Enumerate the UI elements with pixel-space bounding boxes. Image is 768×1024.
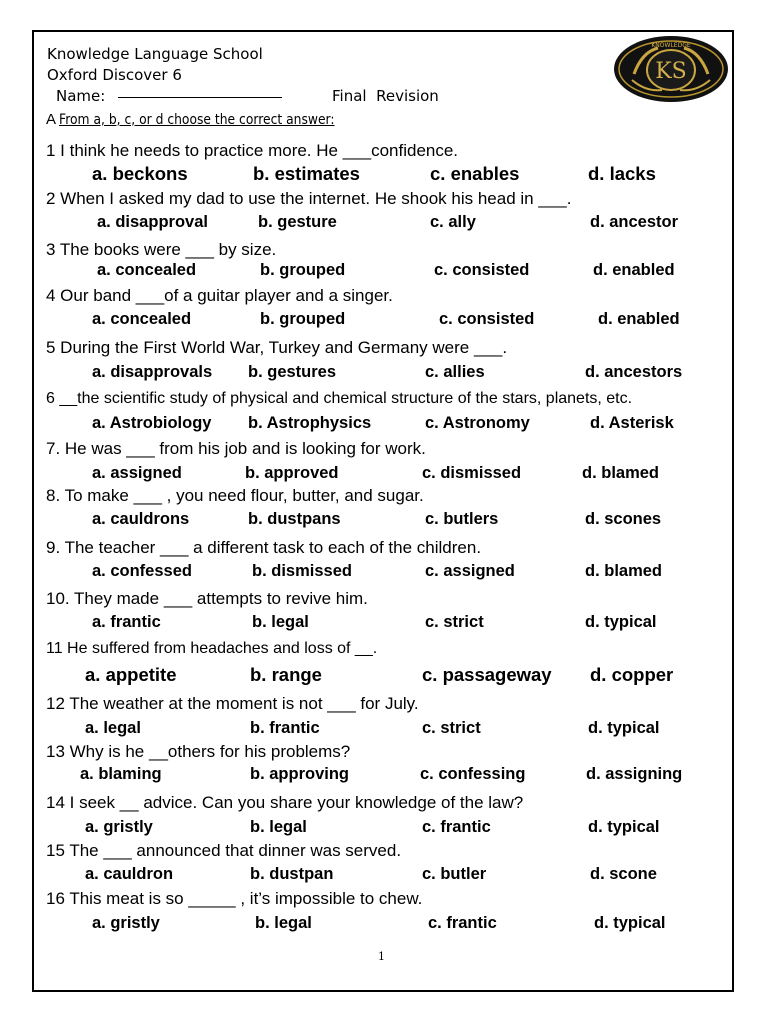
question-text: 13 Why is he __others for his problems? [46, 742, 351, 761]
answer-option[interactable]: b. legal [250, 818, 307, 836]
question-text: 16 This meat is so _____ , it’s impossible to chew. [46, 889, 423, 908]
question-text: 12 The weather at the moment is not ___ for July. [46, 694, 419, 713]
worksheet-title: Final Revision [332, 87, 439, 105]
answer-option[interactable]: a. concealed [92, 310, 192, 328]
answer-option[interactable]: d. scone [590, 865, 657, 883]
answer-option[interactable]: d. ancestors [585, 363, 683, 381]
answer-option[interactable]: a. disapproval [97, 213, 208, 231]
answer-option[interactable]: a. appetite [85, 664, 177, 685]
answer-option[interactable]: a. confessed [92, 562, 192, 580]
answer-option[interactable]: c. enables [430, 163, 520, 184]
answer-option[interactable]: b. range [250, 664, 322, 685]
answer-option[interactable]: d. copper [590, 664, 674, 685]
answer-option[interactable]: a. beckons [92, 163, 188, 184]
answer-option[interactable]: a. gristly [85, 818, 153, 836]
answer-option[interactable]: d. typical [585, 613, 657, 631]
answer-option[interactable]: c. frantic [422, 818, 491, 836]
answer-option[interactable]: c. allies [425, 363, 485, 381]
question-text: 9. The teacher ___ a different task to each of the children. [46, 538, 482, 557]
answer-option[interactable]: b. estimates [253, 163, 360, 184]
answer-option[interactable]: b. approved [245, 464, 339, 482]
answer-option[interactable]: d. typical [588, 719, 660, 737]
name-label: Name: [56, 87, 106, 105]
question-text: 4 Our band ___of a guitar player and a singer. [46, 286, 393, 305]
answer-option[interactable]: b. grouped [260, 261, 346, 279]
answer-option[interactable]: c. strict [425, 613, 484, 631]
answer-option[interactable]: c. passageway [422, 664, 552, 685]
answer-option[interactable]: d. scones [585, 510, 662, 528]
name-blank-line [118, 97, 282, 98]
instruction-line [46, 111, 372, 128]
answer-option[interactable]: c. assigned [425, 562, 515, 580]
question-text: 11 He suffered from headaches and loss of __. [46, 640, 378, 657]
course-name: Oxford Discover 6 [47, 66, 182, 84]
answer-option[interactable]: b. dustpans [248, 510, 341, 528]
question-text: 6 __the scientific study of physical and chemical structure of the stars, planets, etc. [46, 390, 633, 407]
answer-option[interactable]: d. blamed [585, 562, 663, 580]
answer-option[interactable]: c. butler [422, 865, 487, 883]
page-number: 1 [378, 950, 385, 963]
answer-option[interactable]: d. typical [594, 914, 666, 932]
answer-option[interactable]: a. frantic [92, 613, 161, 631]
section-letter: A [46, 111, 56, 128]
question-text: 15 The ___ announced that dinner was served. [46, 841, 402, 860]
question-text: 14 I seek __ advice. Can you share your knowledge of the law? [46, 793, 524, 812]
question-text: 2 When I asked my dad to use the internet. He shook his head in ___. [46, 189, 572, 208]
answer-option[interactable]: a. cauldrons [92, 510, 190, 528]
answer-option[interactable]: d. enabled [593, 261, 675, 279]
answer-option[interactable]: c. confessing [420, 765, 526, 783]
answer-option[interactable]: a. legal [85, 719, 141, 737]
answer-option[interactable]: c. consisted [439, 310, 535, 328]
answer-option[interactable]: c. Astronomy [425, 414, 530, 432]
answer-option[interactable]: a. cauldron [85, 865, 174, 883]
section-instruction: From a, b, c, or d choose the correct answer: [59, 112, 335, 128]
answer-option[interactable]: b. grouped [260, 310, 346, 328]
answer-option[interactable]: c. frantic [428, 914, 497, 932]
answer-option[interactable]: c. butlers [425, 510, 499, 528]
question-text: 3 The books were ___ by size. [46, 240, 277, 259]
answer-option[interactable]: d. Asterisk [590, 414, 674, 432]
answer-option[interactable]: a. concealed [97, 261, 197, 279]
answer-option[interactable]: c. dismissed [422, 464, 522, 482]
school-name: Knowledge Language School [47, 45, 263, 63]
answer-option[interactable]: c. strict [422, 719, 481, 737]
question-text: 7. He was ___ from his job and is looking for work. [46, 439, 426, 458]
answer-option[interactable]: b. approving [250, 765, 349, 783]
logo-letters: KS [655, 59, 687, 84]
answer-option[interactable]: d. typical [588, 818, 660, 836]
logo-arc-text: KNOWLEDGE [651, 42, 691, 49]
question-text: 5 During the First World War, Turkey and Germany were ___. [46, 338, 508, 357]
answer-option[interactable]: b. legal [252, 613, 309, 631]
answer-option[interactable]: d. assigning [586, 765, 683, 783]
answer-option[interactable]: b. gestures [248, 363, 337, 381]
answer-option[interactable]: a. disapprovals [92, 363, 213, 381]
school-logo-icon [612, 34, 730, 104]
question-text: 8. To make ___ , you need flour, butter, and sugar. [46, 486, 424, 505]
answer-option[interactable]: d. lacks [588, 163, 656, 184]
answer-option[interactable]: a. gristly [92, 914, 160, 932]
answer-option[interactable]: a. assigned [92, 464, 182, 482]
answer-option[interactable]: c. ally [430, 213, 476, 231]
answer-option[interactable]: b. Astrophysics [248, 414, 372, 432]
answer-option[interactable]: a. Astrobiology [92, 414, 212, 432]
question-text: 10. They made ___ attempts to revive him. [46, 589, 368, 608]
answer-option[interactable]: d. blamed [582, 464, 660, 482]
answer-option[interactable]: a. blaming [80, 765, 162, 783]
answer-option[interactable]: d. enabled [598, 310, 680, 328]
answer-option[interactable]: c. consisted [434, 261, 530, 279]
answer-option[interactable]: b. frantic [250, 719, 320, 737]
answer-option[interactable]: b. dismissed [252, 562, 352, 580]
answer-option[interactable]: d. ancestor [590, 213, 679, 231]
answer-option[interactable]: b. legal [255, 914, 312, 932]
question-text: 1 I think he needs to practice more. He ___confidence. [46, 141, 459, 160]
answer-option[interactable]: b. dustpan [250, 865, 334, 883]
answer-option[interactable]: b. gesture [258, 213, 337, 231]
